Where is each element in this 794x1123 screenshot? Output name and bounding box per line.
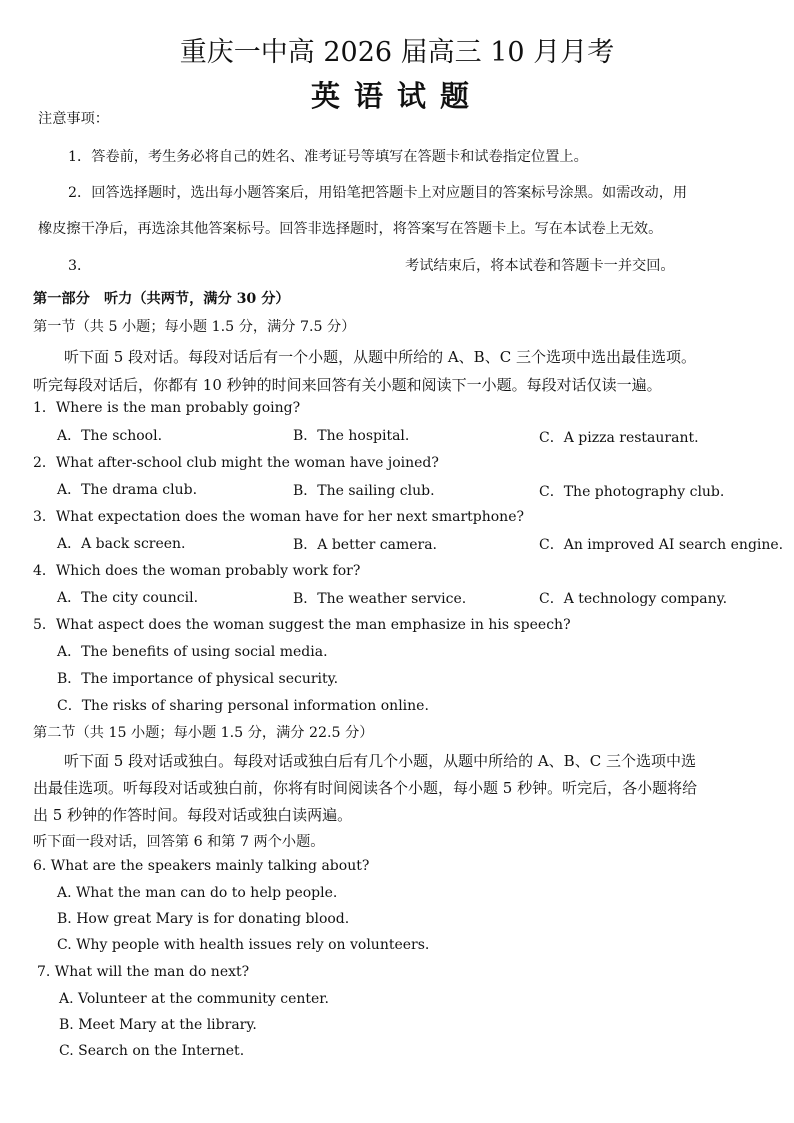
question-2-option-c: C．The photography club. <box>539 484 725 500</box>
question-7-option-b: B. Meet Mary at the library. <box>59 1017 257 1033</box>
part-1-heading: 第一部分 听力（共两节，满分 30 分） <box>33 291 290 307</box>
question-6-option-a: A. What the man can do to help people. <box>57 885 338 901</box>
question-5: 5．What aspect does the woman suggest the man emphasize in his speech? <box>33 617 571 633</box>
question-1-option-c: C．A pizza restaurant. <box>539 430 699 446</box>
section-2-instruction-line-2: 出最佳选项。听每段对话或独白前，你将有时间阅读各个小题，每小题 5 秒钟。听完后，各小题将给 <box>33 779 698 797</box>
question-6-option-b: B. How great Mary is for donating blood. <box>57 911 350 927</box>
question-2: 2．What after-school club might the woman have joined? <box>33 455 439 471</box>
notice-item-2-line-1: 2．回答选择题时，选出每小题答案后，用铅笔把答题卡上对应题目的答案标号涂黑。如需改动，用 <box>68 185 688 201</box>
question-5-option-a: A．The benefits of using social media. <box>57 644 328 660</box>
exam-subtitle: 英语试题 <box>310 79 483 113</box>
section-2-instruction-line-1: 听下面 5 段对话或独白。每段对话或独白后有几个小题，从题中所给的 A、B、C 三个选项中选 <box>64 752 696 770</box>
notice-item-3-text: 考试结束后，将本试卷和答题卡一并交回。 <box>405 258 675 274</box>
question-3: 3．What expectation does the woman have for her next smartphone? <box>33 509 524 525</box>
question-5-option-b: B．The importance of physical security. <box>57 671 339 687</box>
question-3-option-c: C．An improved AI search engine. <box>539 537 784 553</box>
notice-item-1: 1．答卷前，考生务必将自己的姓名、准考证号等填写在答题卡和试卷指定位置上。 <box>68 149 588 165</box>
question-7: 7. What will the man do next? <box>37 964 250 980</box>
question-3-option-b: B．A better camera. <box>293 537 438 553</box>
question-4-option-b: B．The weather service. <box>293 591 467 607</box>
question-1: 1．Where is the man probably going? <box>33 400 301 416</box>
section-2-heading: 第二节（共 15 小题；每小题 1.5 分，满分 22.5 分） <box>33 725 374 741</box>
notice-heading: 注意事项： <box>38 111 109 127</box>
question-6: 6. What are the speakers mainly talking about? <box>33 858 370 874</box>
question-2-option-a: A．The drama club. <box>57 482 198 498</box>
question-2-option-b: B．The sailing club. <box>293 483 435 499</box>
section-1-heading: 第一节（共 5 小题；每小题 1.5 分，满分 7.5 分） <box>33 319 356 335</box>
notice-item-2-line-2: 橡皮擦干净后，再选涂其他答案标号。回答非选择题时，将答案写在答题卡上。写在本试卷上无效。 <box>38 221 663 237</box>
question-4-option-c: C．A technology company. <box>539 591 728 607</box>
question-7-option-c: C. Search on the Internet. <box>59 1043 245 1059</box>
question-3-option-a: A．A back screen. <box>57 536 186 552</box>
section-2-sub-instruction: 听下面一段对话，回答第 6 和第 7 两个小题。 <box>33 834 325 850</box>
exam-title: 重庆一中高 2026 届高三 10 月月考 <box>179 37 615 68</box>
question-1-option-b: B．The hospital. <box>293 428 410 444</box>
notice-item-3-number: 3． <box>68 258 92 274</box>
question-6-option-c: C. Why people with health issues rely on volunteers. <box>57 937 430 953</box>
question-5-option-c: C．The risks of sharing personal information online. <box>57 698 429 714</box>
section-2-instruction-line-3: 出 5 秒钟的作答时间。每段对话或独白读两遍。 <box>33 806 353 824</box>
question-4-option-a: A．The city council. <box>57 590 199 606</box>
section-1-instruction-line-1: 听下面 5 段对话。每段对话后有一个小题，从题中所给的 A、B、C 三个选项中选出最佳选项。 <box>64 348 696 366</box>
section-1-instruction-line-2: 听完每段对话后，你都有 10 秒钟的时间来回答有关小题和阅读下一小题。每段对话仅读一遍。 <box>33 376 662 394</box>
question-7-option-a: A. Volunteer at the community center. <box>59 991 329 1007</box>
question-4: 4．Which does the woman probably work for? <box>33 563 361 579</box>
question-1-option-a: A．The school. <box>57 428 163 444</box>
